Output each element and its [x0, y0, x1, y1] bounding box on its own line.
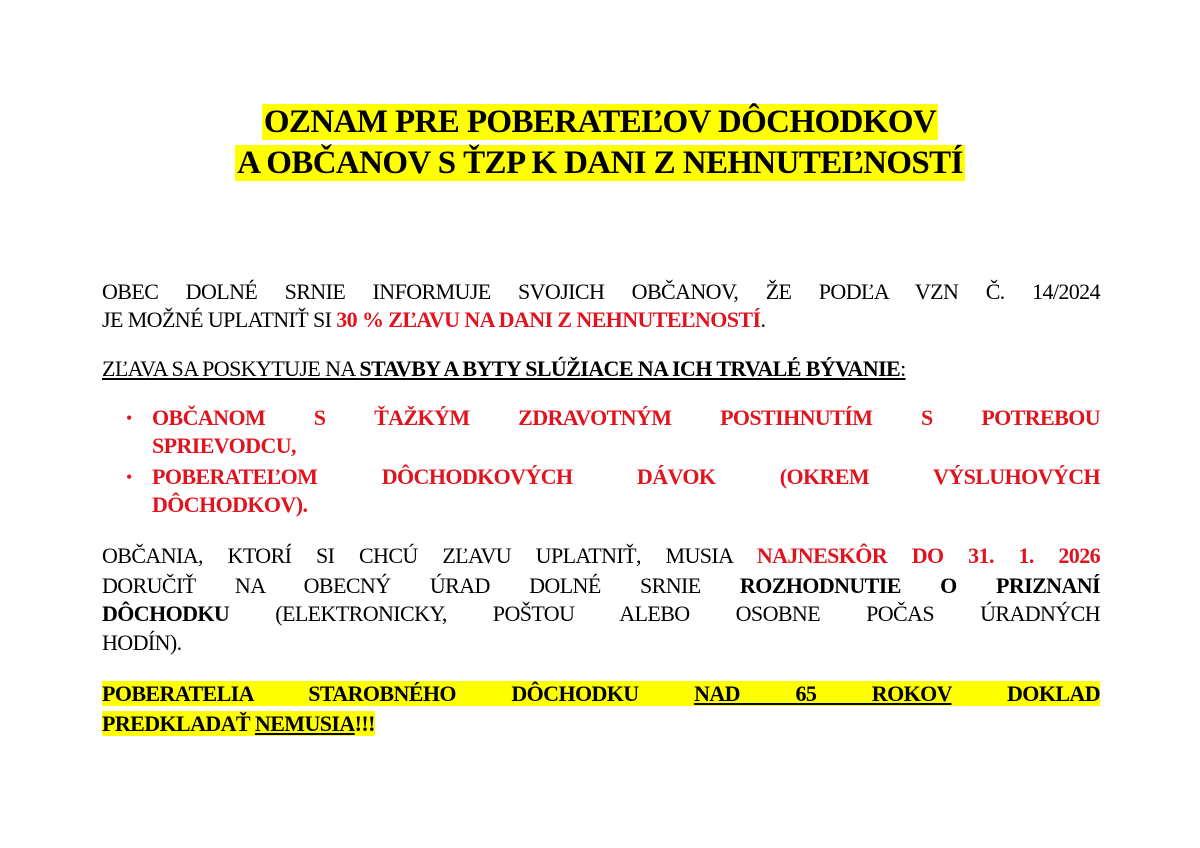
deadline-line-4: HODÍN).	[102, 630, 182, 655]
title-line-1	[0, 104, 1200, 141]
period: .	[760, 307, 766, 332]
bullet-2-line-2: DÔCHODKOV).	[152, 492, 308, 517]
pension-note-text: POBERATELIA STAROBNÉHO DÔCHODKU	[102, 681, 695, 706]
bullet-1-line-1: OBČANOM S ŤAŽKÝM ZDRAVOTNÝM POSTIHNUTÍM S POTREBOU	[152, 405, 1100, 430]
bullet-1-line-2: SPRIEVODCU,	[152, 433, 296, 458]
pension-note-line-1	[102, 680, 1100, 708]
deadline-line-2	[102, 572, 1100, 600]
pension-note-text-2: DOKLAD	[951, 681, 1100, 706]
colon: :	[900, 356, 906, 381]
not-required: NEMUSIA	[254, 711, 355, 736]
age-threshold: NAD 65 ROKOV	[694, 681, 952, 706]
bullet-icon: •	[126, 467, 133, 487]
bullet-2-line-1: POBERATEĽOM DÔCHODKOVÝCH DÁVOK (OKREM VÝSLUHOVÝCH	[152, 464, 1100, 489]
scope-text: ZĽAVA SA POSKYTUJE NA	[102, 356, 360, 381]
title-text-2: A OBČANOV S ŤZP K DANI Z NEHNUTEĽNOSTÍ	[237, 145, 963, 181]
document-required: ROZHODNUTIE O PRIZNANÍ	[739, 573, 1100, 598]
title-text-1: OZNAM PRE POBERATEĽOV DÔCHODKOV	[263, 104, 937, 140]
deadline-line-1	[102, 542, 1100, 570]
deadline-text-2: DORUČIŤ NA OBECNÝ ÚRAD DOLNÉ SRNIE	[102, 573, 740, 598]
bullet-icon: •	[126, 408, 133, 428]
pension-note-text-3: PREDKLADAŤ	[102, 711, 255, 736]
intro-line-2	[102, 306, 1100, 334]
delivery-methods: (ELEKTRONICKY, POŠTOU ALEBO OSOBNE POČAS ÚRADNÝCH	[229, 601, 1100, 626]
title-line-2	[0, 145, 1200, 182]
discount-scope	[102, 355, 1100, 383]
deadline-text: OBČANIA, KTORÍ SI CHCÚ ZĽAVU UPLATNIŤ, MUSIA	[102, 543, 757, 568]
deadline-line-3	[102, 600, 1100, 628]
intro-text: JE MOŽNÉ UPLATNIŤ SI	[102, 307, 337, 332]
discount-highlight: 30 % ZĽAVU NA DANI Z NEHNUTEĽNOSTÍ	[336, 307, 761, 332]
exclamation: !!!	[354, 711, 375, 736]
pension-note-line-2	[102, 710, 1100, 738]
scope-bold: STAVBY A BYTY SLÚŽIACE NA ICH TRVALÉ BÝVANIE	[359, 356, 901, 381]
document-required-2: DÔCHODKU	[102, 601, 230, 626]
intro-line-1: OBEC DOLNÉ SRNIE INFORMUJE SVOJICH OBČANOV, ŽE PODĽA VZN Č. 14/2024	[102, 279, 1100, 304]
deadline-date: NAJNESKÔR DO 31. 1. 2026	[756, 543, 1101, 568]
